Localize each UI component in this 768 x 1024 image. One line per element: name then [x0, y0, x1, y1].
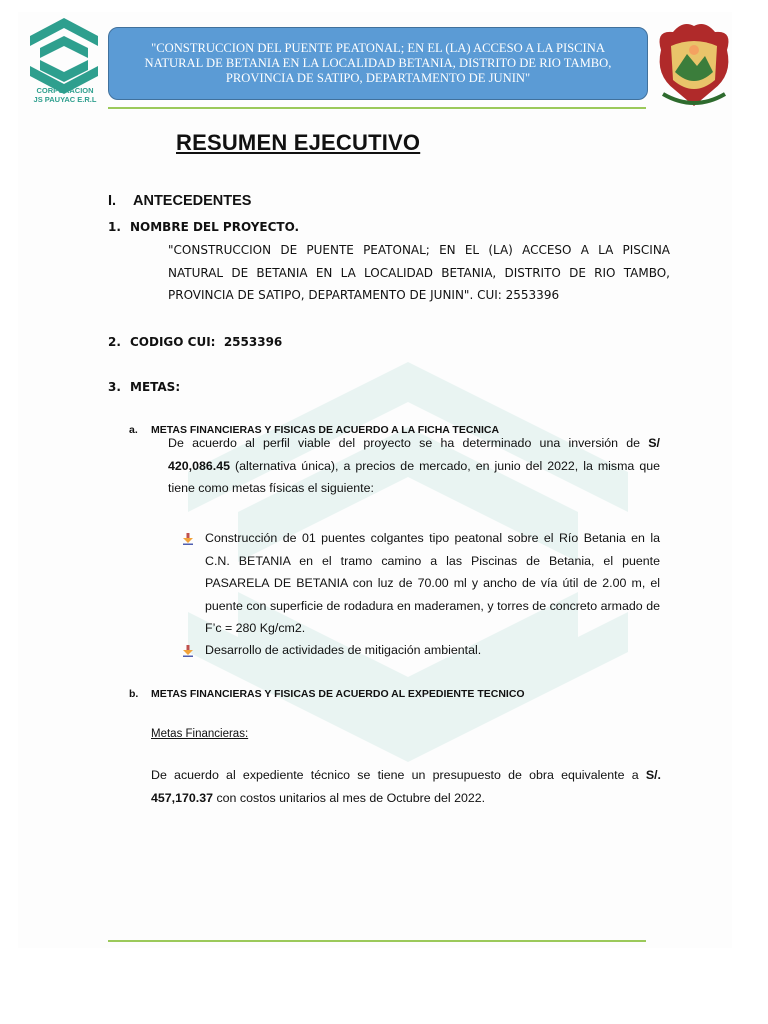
header-rule [108, 107, 646, 109]
project-name-text: "CONSTRUCCION DE PUENTE PEATONAL; EN EL (LA) ACCESO A LA PISCINA NATURAL DE BETANIA EN LA LOCALIDAD BETANIA, DISTRITO DE RIO TAMBO, PROVINCIA DE SATIPO, DEPARTAMENTO DE JUNIN". CUI: 2553396 [168, 243, 670, 302]
paragraph-b [151, 764, 661, 809]
paragraph-a [168, 432, 660, 500]
bullet-item: Construcción de 01 puentes colgantes tipo peatonal sobre el Río Betania en la C.N. BETANIA en el tramo camino a las Piscinas de Betania, el puente PASARELA DE BETANIA con luz de 70.00 ml y ancho de vía útil de 2.00 m, el puente con superficie de rodadura en maderamen, y torres de concreto armado de F’c = 280 Kg/cm2. [205, 531, 660, 635]
subitem-letter: a. [129, 424, 138, 436]
subitem-heading: METAS FINANCIERAS Y FISICAS DE ACUERDO A LA FICHA TECNICA [151, 424, 500, 436]
subitem-letter: b. [129, 688, 139, 700]
footer-rule [108, 940, 646, 942]
page-title: RESUMEN EJECUTIVO [176, 130, 421, 155]
item-number: 2. [108, 335, 121, 349]
project-banner [108, 27, 648, 100]
subitem-heading: METAS FINANCIERAS Y FISICAS DE ACUERDO AL EXPEDIENTE TECNICO [151, 688, 525, 700]
arrow-down-bullet-icon [183, 533, 193, 545]
item-heading: CODIGO CUI: 2553396 [130, 335, 283, 349]
item-number: 3. [108, 380, 121, 394]
municipal-crest-icon [653, 20, 735, 112]
paragraph-text: De acuerdo al perfil viable del proyecto se ha determinado una inversión de [168, 436, 649, 450]
subheading-metas-financieras: Metas Financieras: [151, 728, 249, 740]
arrow-down-bullet-icon [183, 645, 193, 657]
company-name: CORPORACION [36, 86, 94, 95]
section-heading: ANTECEDENTES [133, 193, 252, 209]
item-heading: NOMBRE DEL PROYECTO. [130, 220, 300, 234]
company-logo-text [28, 86, 102, 104]
bullet-item: Desarrollo de actividades de mitigación ambiental. [205, 643, 482, 657]
currency-symbol: S/ [648, 436, 660, 450]
project-banner-text: "CONSTRUCCION DEL PUENTE PEATONAL; EN EL (LA) ACCESO A LA PISCINA NATURAL DE BETANIA EN LA LOCALIDAD BETANIA, DISTRITO DE RIO TAMBO, PROVINCIA DE SATIPO, DEPARTAMENTO DE JUNIN" [144, 41, 612, 85]
section-number: I. [108, 193, 117, 209]
item-heading: METAS: [130, 380, 181, 394]
paragraph-text: De acuerdo al expediente técnico se tiene un presupuesto de obra equivalente a [151, 768, 646, 782]
amount-value: 420,086.45 [168, 458, 231, 473]
company-subname: JS PAUYAC E.R.L [33, 95, 97, 104]
paragraph-text: (alternativa única), a precios de mercado, en junio del 2022, la misma que tiene como metas físicas el siguiente: [168, 458, 660, 495]
item-number: 1. [108, 220, 121, 234]
currency-symbol: S/. [645, 768, 661, 782]
amount-value: 457,170.37 [151, 790, 214, 805]
paragraph-text: con costos unitarios al mes de Octubre del 2022. [213, 790, 486, 805]
